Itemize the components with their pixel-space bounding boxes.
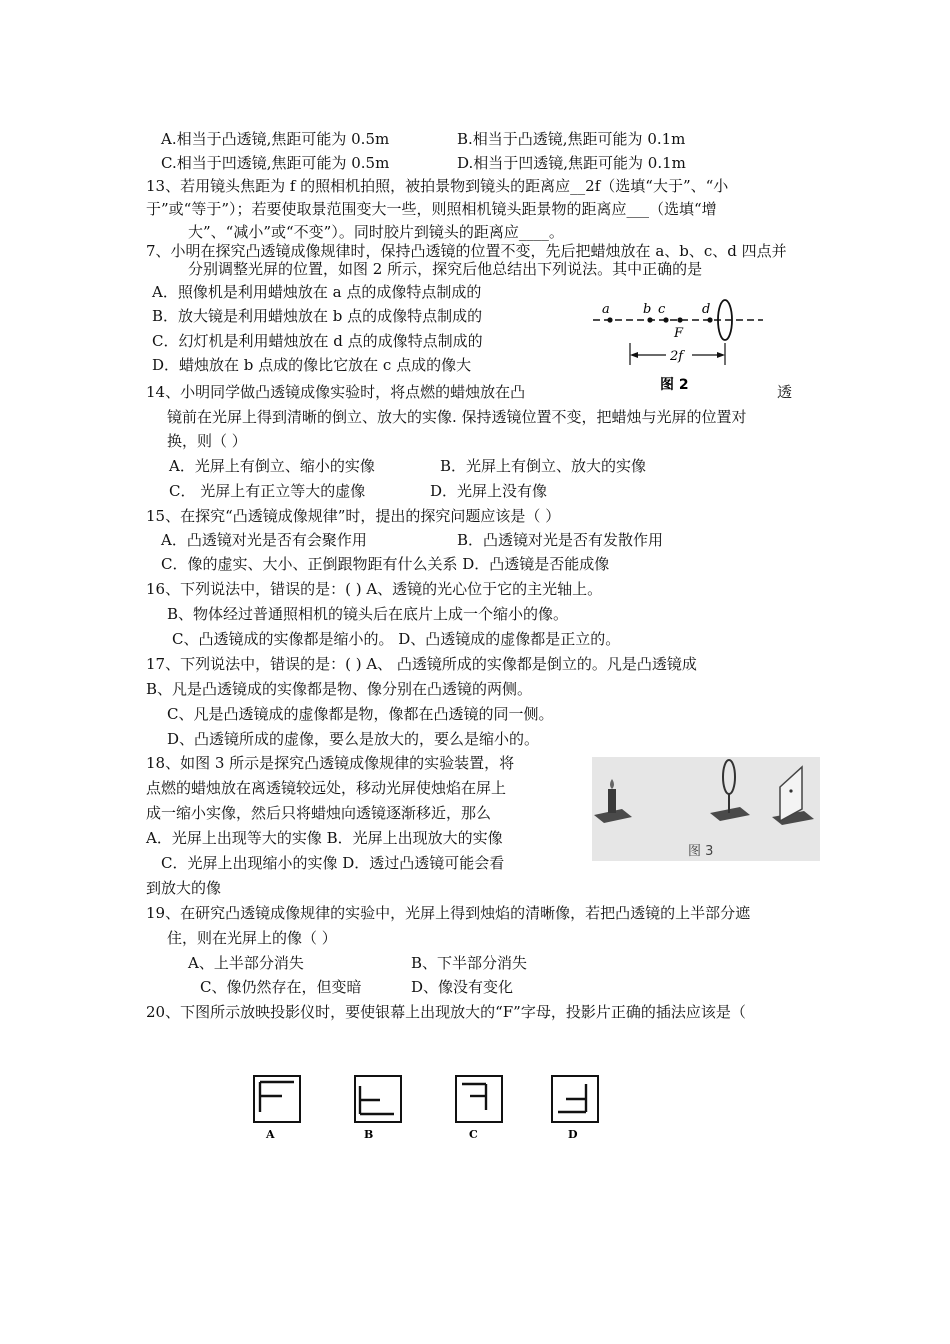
point-c-dot xyxy=(663,317,668,322)
option-b-label: B xyxy=(364,1128,374,1141)
q7-option-a: A．照像机是利用蜡烛放在 a 点的成像特点制成的 xyxy=(152,283,482,301)
q14-line-2: 镜前在光屏上得到清晰的倒立、放大的实像. 保持透镜位置不变，把蜡烛与光屏的位置对 xyxy=(167,408,747,426)
q13-line-1: 13、若用镜头焦距为 f 的照相机拍照，被拍景物到镜头的距离应__2f（选填“大于”、“小 xyxy=(146,177,729,195)
q17-option-c: C、凡是凸透镜成的虚像都是物，像都在凸透镜的同一侧。 xyxy=(167,705,554,723)
option-b-f-icon xyxy=(360,1086,394,1114)
q20-options-figure xyxy=(250,1072,610,1147)
q12-option-c: C.相当于凹透镜,焦距可能为 0.5m xyxy=(161,154,390,172)
label-a: a xyxy=(602,302,610,317)
q14-line-1: 14、小明同学做凸透镜成像实验时，将点燃的蜡烛放在凸 xyxy=(146,383,526,401)
q14-option-d: D．光屏上没有像 xyxy=(430,482,548,500)
q14-option-a: A．光屏上有倒立、缩小的实像 xyxy=(169,457,375,475)
label-b: b xyxy=(643,302,652,317)
label-c: c xyxy=(658,302,666,317)
option-c-f-icon xyxy=(462,1084,486,1110)
q15-option-a: A．凸透镜对光是否有会聚作用 xyxy=(161,531,367,549)
q17-option-b: B、凡是凸透镜成的实像都是物、像分别在凸透镜的两侧。 xyxy=(146,680,533,698)
q18-option-cd: C．光屏上出现缩小的实像 D．透过凸透镜可能会看 xyxy=(161,854,505,872)
q15-option-b: B．凸透镜对光是否有发散作用 xyxy=(457,531,664,549)
label-focus: F xyxy=(674,326,684,341)
q16-option-b: B、物体经过普通照相机的镜头后在底片上成一个缩小的像。 xyxy=(167,605,569,623)
q18-line-1: 18、如图 3 所示是探究凸透镜成像规律的实验装置，将 xyxy=(146,754,515,772)
figure-2-diagram xyxy=(588,295,768,395)
q7-line-1: 7、小明在探究凸透镜成像规律时，保持凸透镜的位置不变，先后把蜡烛放在 a、b、c、d 四点并 xyxy=(146,242,787,260)
option-a-f-icon xyxy=(260,1082,294,1112)
figure-3-caption: 图 3 xyxy=(688,844,714,859)
q19-option-b: B、下半部分消失 xyxy=(411,954,528,972)
label-d: d xyxy=(702,302,711,317)
candle-icon xyxy=(608,789,616,813)
q19-option-d: D、像没有变化 xyxy=(411,978,514,996)
q12-option-a: A.相当于凸透镜,焦距可能为 0.5m xyxy=(161,130,390,148)
point-a-dot xyxy=(607,317,612,322)
q17-option-d: D、凸透镜所成的虚像，要么是放大的，要么是缩小的。 xyxy=(167,730,540,748)
q14-option-c: C． 光屏上有正立等大的虚像 xyxy=(169,482,366,500)
figure-3-photo xyxy=(592,757,820,861)
q19-option-c: C、像仍然存在，但变暗 xyxy=(200,978,362,996)
q13-line-3: 大”、“减小”或“不变”）。同时胶片到镜头的距离应____。 xyxy=(188,223,564,241)
q7-option-d: D．蜡烛放在 b 点成的像比它放在 c 点成的像大 xyxy=(152,356,472,374)
q19-option-a: A、上半部分消失 xyxy=(188,954,304,972)
q7-option-c: C．幻灯机是利用蜡烛放在 d 点的成像特点制成的 xyxy=(152,332,483,350)
label-2f: 2f xyxy=(670,349,684,364)
q18-option-ab: A．光屏上出现等大的实像 B．光屏上出现放大的实像 xyxy=(146,829,503,847)
q12-option-d: D.相当于凹透镜,焦距可能为 0.1m xyxy=(457,154,686,172)
option-c-label: C xyxy=(469,1128,478,1141)
q18-line-end: 到放大的像 xyxy=(146,879,222,897)
option-d-f-icon xyxy=(558,1084,586,1112)
q7-option-b: B．放大镜是利用蜡烛放在 b 点的成像特点制成的 xyxy=(152,307,483,325)
q7-line-2: 分别调整光屏的位置，如图 2 所示，探究后他总结出下列说法。其中正确的是 xyxy=(188,260,703,278)
lens-icon xyxy=(723,760,735,794)
q14-line-3: 换，则（ ） xyxy=(167,432,247,450)
point-b-dot xyxy=(647,317,652,322)
focus-dot xyxy=(677,317,682,322)
q17-line-1: 17、下列说法中，错误的是：( ) A、 凸透镜所成的实像都是倒立的。凡是凸透镜成 xyxy=(146,655,697,673)
point-d-dot xyxy=(707,317,712,322)
q16-line-1: 16、下列说法中，错误的是：( ) A、透镜的光心位于它的主光轴上。 xyxy=(146,580,603,598)
q14-line-1-end: 透 xyxy=(777,383,793,401)
q15-option-cd: C．像的虚实、大小、正倒跟物距有什么关系 D．凸透镜是否能成像 xyxy=(161,555,610,573)
q19-line-2: 住，则在光屏上的像（ ） xyxy=(167,929,337,947)
q13-line-2: 于”或“等于”）；若要使取景范围变大一些，则照相机镜头距景物的距离应___（选填“增 xyxy=(146,200,717,218)
option-d-label: D xyxy=(568,1128,578,1141)
q14-option-b: B．光屏上有倒立、放大的实像 xyxy=(440,457,647,475)
q15-line-1: 15、在探究“凸透镜成像规律”时，提出的探究问题应该是（ ） xyxy=(146,507,561,525)
q16-option-cd: C、凸透镜成的实像都是缩小的。 D、凸透镜成的虚像都是正立的。 xyxy=(172,630,621,648)
figure-2-caption: 图 2 xyxy=(660,377,689,393)
option-a-label: A xyxy=(266,1128,275,1141)
q12-option-b: B.相当于凸透镜,焦距可能为 0.1m xyxy=(457,130,686,148)
q18-line-3: 成一缩小实像，然后只将蜡烛向透镜逐渐移近，那么 xyxy=(146,804,492,822)
q19-line-1: 19、在研究凸透镜成像规律的实验中，光屏上得到烛焰的清晰像，若把凸透镜的上半部分遮 xyxy=(146,904,751,922)
q18-line-2: 点燃的蜡烛放在离透镜较远处，移动光屏使烛焰在屏上 xyxy=(146,779,507,797)
q20-line-1: 20、下图所示放映投影仪时，要使银幕上出现放大的“F”字母，投影片正确的插法应该是（ xyxy=(146,1003,746,1021)
